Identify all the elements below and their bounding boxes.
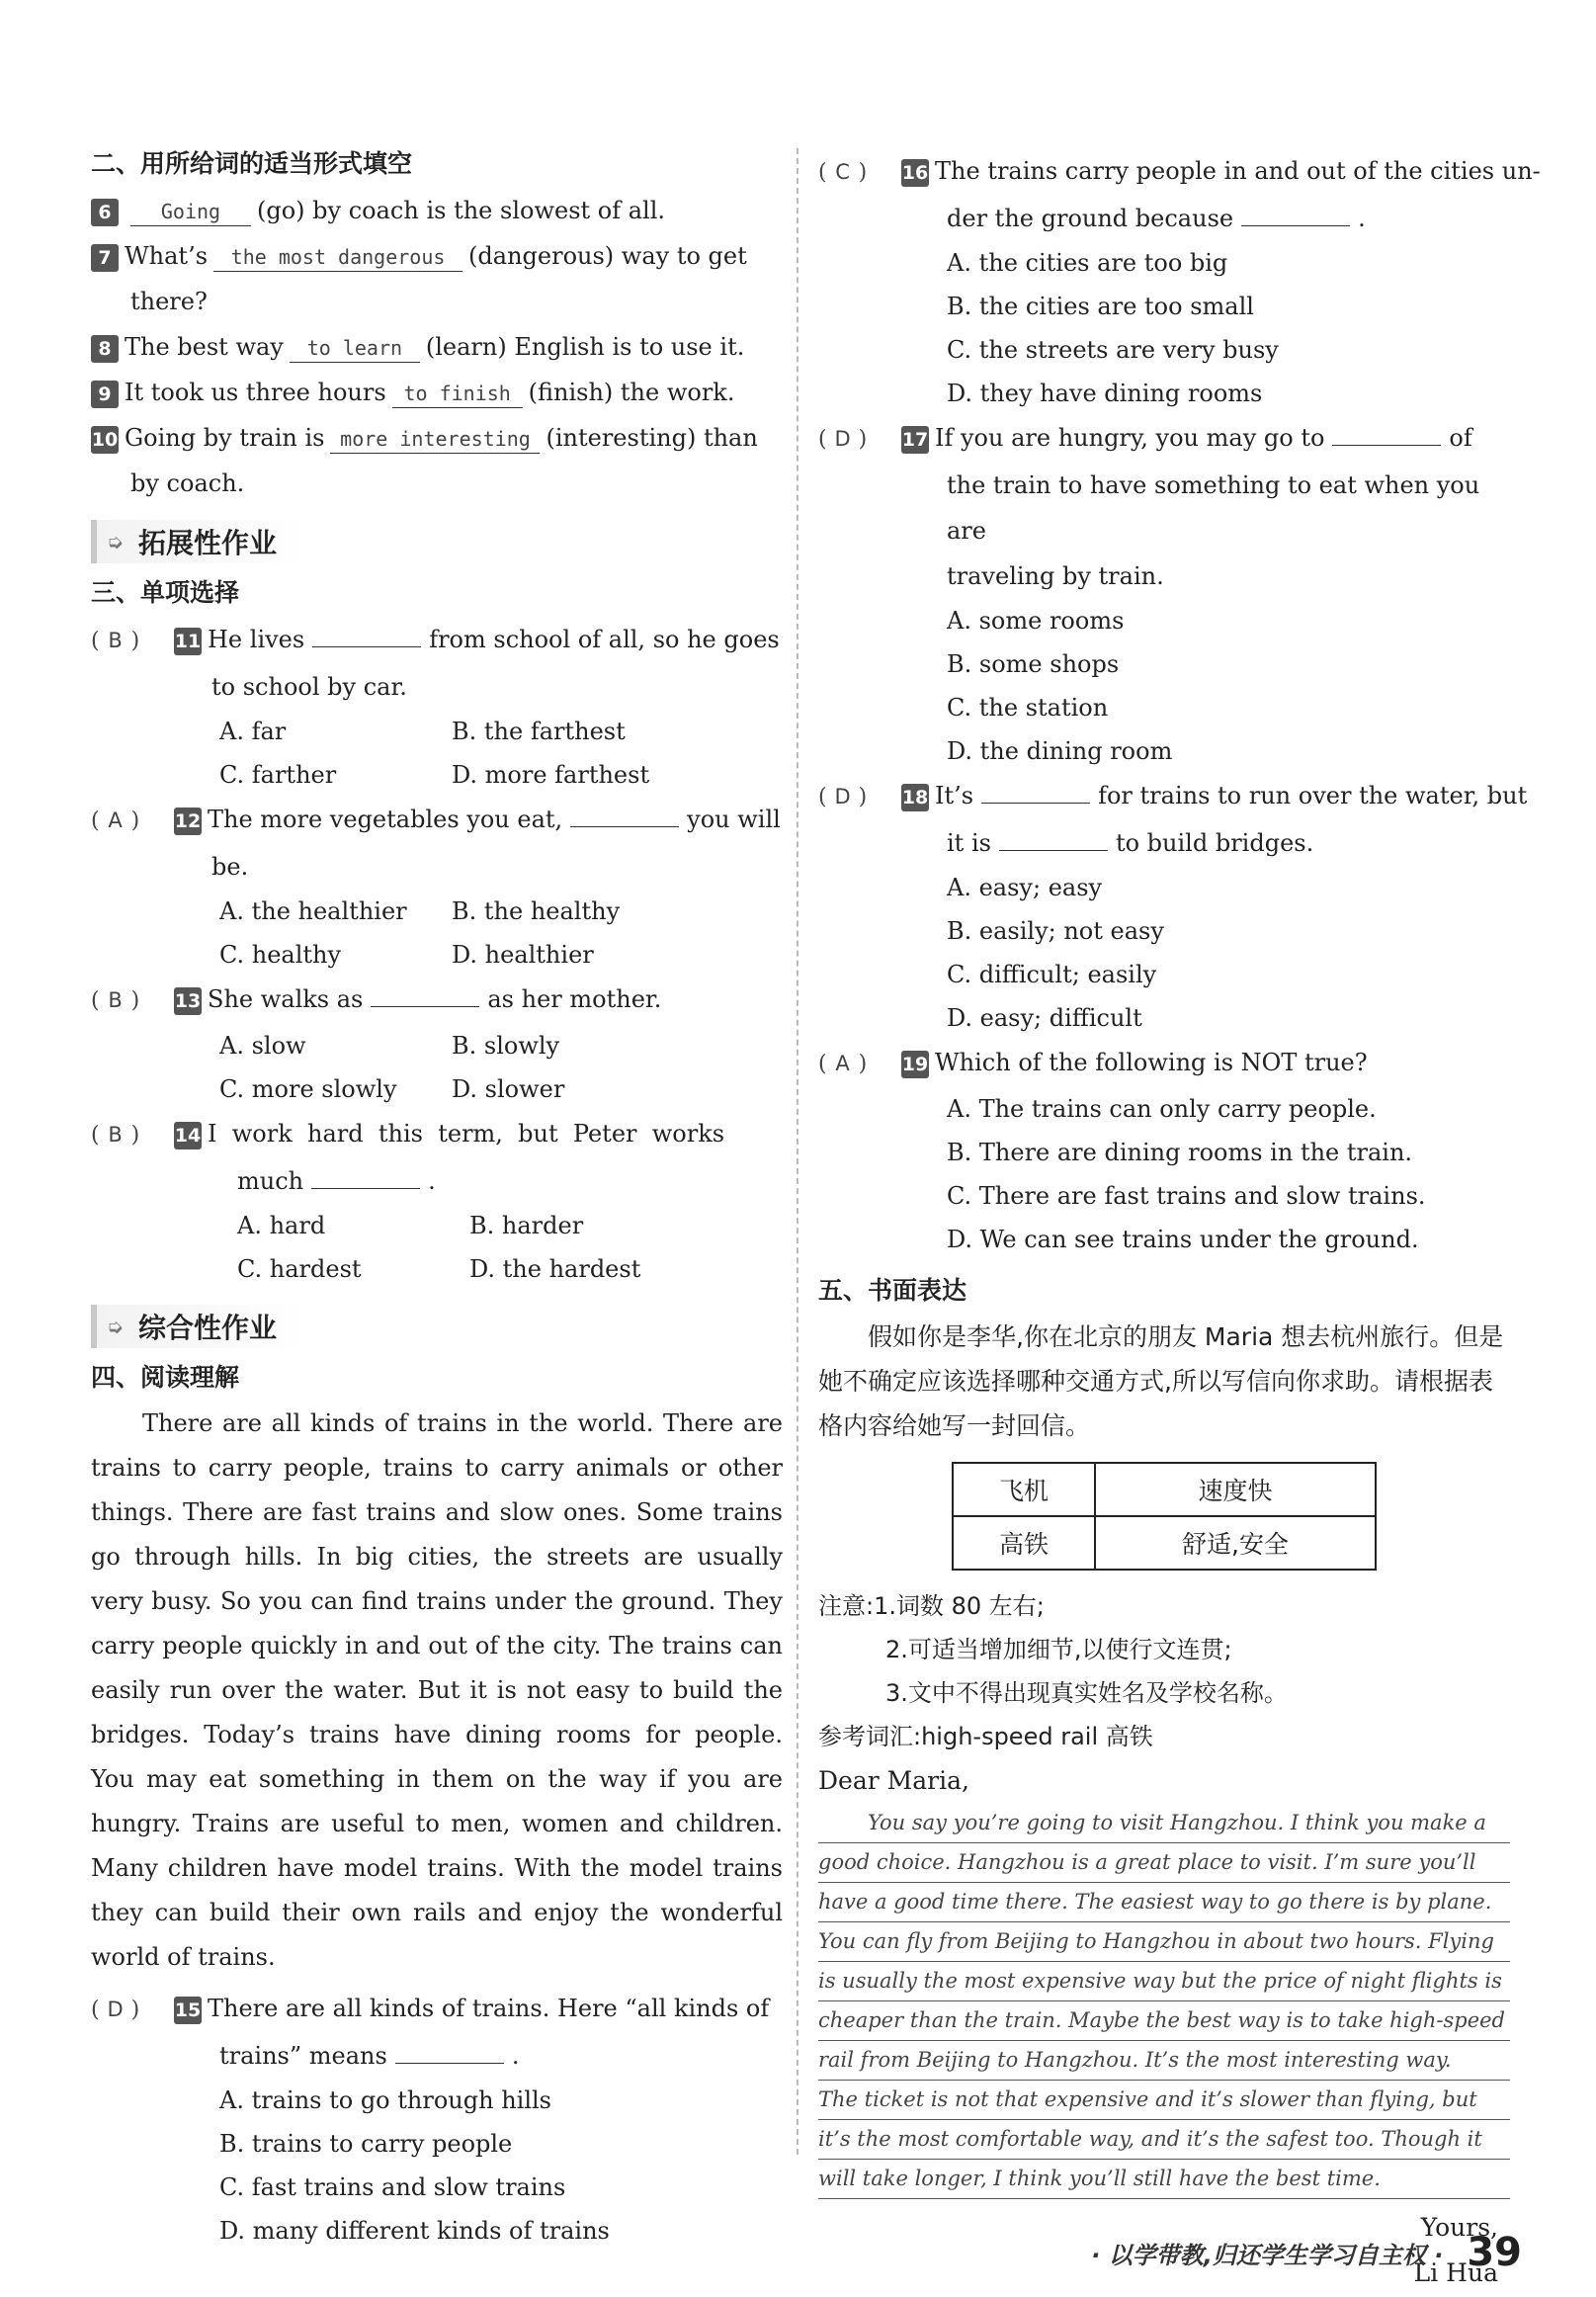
option: A. The trains can only carry people. bbox=[947, 1095, 1377, 1123]
question-text: The best way bbox=[125, 333, 284, 361]
question-text: It took us three hours bbox=[125, 379, 386, 406]
option: C. There are fast trains and slow trains. bbox=[947, 1182, 1426, 1210]
options bbox=[91, 1204, 783, 1247]
letter-line: The ticket is not that expensive and it’s slower than flying, but bbox=[818, 2081, 1510, 2120]
question-number: 6 bbox=[91, 199, 119, 226]
option: A. trains to go through hills bbox=[219, 2086, 551, 2114]
question-11-cont: to school by car. bbox=[211, 673, 407, 701]
option: C. the streets are very busy bbox=[947, 336, 1279, 364]
letter-line: rail from Beijing to Hangzhou. It’s the most interesting way. bbox=[818, 2041, 1510, 2081]
option: D. slower bbox=[452, 1075, 565, 1103]
question-text: you will bbox=[687, 806, 781, 833]
section2-heading: 二、用所给词的适当形式填空 bbox=[91, 149, 413, 178]
question-text: If you are hungry, you may go to bbox=[935, 424, 1325, 452]
question-text: The more vegetables you eat, bbox=[208, 806, 563, 833]
question-13: ( B ) 13 She walks as as her mother. bbox=[91, 977, 783, 1024]
question-12: ( A ) 12 The more vegetables you eat, you will bbox=[91, 797, 783, 844]
banner-extend bbox=[91, 520, 783, 563]
question-number: 13 bbox=[174, 987, 202, 1015]
question-number: 16 bbox=[901, 159, 929, 187]
banner-label: 综合性作业 bbox=[138, 1312, 278, 1344]
note-line: 3.文中不得出现真实姓名及学校名称。 bbox=[885, 1679, 1288, 1707]
table-row bbox=[953, 1463, 1376, 1516]
letter-closing: Yours, bbox=[1420, 2213, 1498, 2242]
options bbox=[91, 1247, 783, 1291]
options bbox=[91, 1024, 783, 1067]
option: B. slowly bbox=[452, 1032, 560, 1060]
empty-blank bbox=[981, 779, 1090, 804]
question-text: from school of all, so he goes bbox=[429, 626, 780, 653]
question-text: He lives bbox=[208, 626, 305, 653]
option: B. harder bbox=[469, 1212, 584, 1239]
question-text: for trains to run over the water, but bbox=[1098, 782, 1528, 809]
table-cell: 速度快 bbox=[1095, 1463, 1376, 1516]
question-text: I work hard this term, but Peter works bbox=[208, 1120, 725, 1148]
question-text: much bbox=[237, 1167, 304, 1195]
letter-line: it’s the most comfortable way, and it’s the safest too. Though it bbox=[818, 2120, 1510, 2160]
answer-letter: D bbox=[834, 785, 851, 808]
question-text: The trains carry people in and out of the cities un- bbox=[935, 157, 1541, 185]
letter-line: will take longer, I think you’ll still have the best time. bbox=[818, 2160, 1510, 2199]
note-line: 注意:1.词数 80 左右; bbox=[818, 1592, 1045, 1620]
option: D. they have dining rooms bbox=[947, 380, 1263, 407]
option: A. slow bbox=[219, 1032, 306, 1060]
question-15-cont: trains” means . bbox=[91, 2033, 783, 2079]
question-number: 15 bbox=[174, 1997, 202, 2024]
question-text: It’s bbox=[935, 782, 974, 809]
empty-blank bbox=[1332, 421, 1441, 446]
option: B. easily; not easy bbox=[947, 917, 1164, 945]
question-17: ( D ) 17 If you are hungry, you may go to of bbox=[818, 415, 1510, 463]
question-text: (go) by coach is the slowest of all. bbox=[257, 197, 666, 224]
option: D. more farthest bbox=[452, 761, 650, 789]
question-text: der the ground because bbox=[947, 205, 1234, 232]
page-number: 39 bbox=[1467, 2230, 1522, 2275]
letter-greeting: Dear Maria, bbox=[818, 1766, 969, 1795]
empty-blank bbox=[395, 2039, 504, 2064]
letter-signature: Li Hua bbox=[1413, 2258, 1498, 2287]
table-cell: 高铁 bbox=[953, 1516, 1095, 1570]
vocab-line: 参考词汇:high-speed rail 高铁 bbox=[818, 1723, 1153, 1750]
question-19: ( A ) 19 Which of the following is NOT true? bbox=[818, 1040, 1510, 1087]
left-column bbox=[91, 138, 783, 2253]
letter-line: good choice. Hangzhou is a great place to visit. I’m sure you’ll bbox=[818, 1843, 1510, 1883]
question-11: ( B ) 11 He lives from school of all, so he goes bbox=[91, 617, 783, 664]
empty-blank bbox=[570, 803, 679, 827]
question-10 bbox=[91, 415, 783, 461]
table-row bbox=[953, 1516, 1376, 1570]
question-text: (dangerous) way to get bbox=[468, 242, 747, 270]
table-cell: 舒适,安全 bbox=[1095, 1516, 1376, 1570]
question-17-cont: traveling by train. bbox=[947, 562, 1164, 590]
question-text: (finish) the work. bbox=[528, 379, 735, 406]
question-text: There are all kinds of trains. Here “all kinds of bbox=[208, 1995, 770, 2022]
empty-blank bbox=[311, 1164, 420, 1189]
option: B. the cities are too small bbox=[947, 293, 1254, 320]
option: B. the healthy bbox=[452, 897, 621, 925]
option: C. the station bbox=[947, 694, 1109, 722]
option: D. the dining room bbox=[947, 737, 1173, 765]
option: B. the farthest bbox=[452, 718, 626, 745]
answer-letter: D bbox=[834, 427, 851, 451]
info-table bbox=[952, 1462, 1377, 1571]
answer-letter: B bbox=[108, 988, 123, 1012]
option: C. more slowly bbox=[219, 1075, 397, 1103]
option: A. the healthier bbox=[219, 897, 407, 925]
answer-letter: A bbox=[108, 808, 123, 832]
right-column bbox=[818, 148, 1541, 2296]
option: C. difficult; easily bbox=[947, 961, 1157, 988]
footer-slogan: · 以学带教,归还学生学习自主权 · bbox=[1091, 2241, 1444, 2269]
question-text: Going by train is bbox=[125, 424, 325, 452]
option: D. We can see trains under the ground. bbox=[947, 1226, 1419, 1253]
letter-line: have a good time there. The easiest way to go there is by plane. bbox=[818, 1883, 1510, 1922]
page-footer bbox=[1091, 2230, 1522, 2275]
question-text: of bbox=[1449, 424, 1472, 452]
question-number: 12 bbox=[174, 808, 202, 835]
letter-line: cheaper than the train. Maybe the best way is to take high-speed bbox=[818, 2001, 1510, 2041]
question-text: it is bbox=[947, 829, 991, 857]
question-18-cont bbox=[818, 820, 1510, 866]
empty-blank bbox=[312, 623, 421, 647]
question-text: She walks as bbox=[208, 985, 364, 1013]
arrow-icon: ➭ bbox=[107, 1315, 124, 1338]
option: D. many different kinds of trains bbox=[219, 2217, 610, 2245]
letter-line: You can fly from Beijing to Hangzhou in about two hours. Flying bbox=[818, 1922, 1510, 1962]
answer-letter: D bbox=[107, 1998, 124, 2021]
question-number: 17 bbox=[901, 426, 929, 454]
question-text: (interesting) than bbox=[546, 424, 758, 452]
question-14: ( B ) 14 I work hard this term, but Peter works bbox=[91, 1111, 783, 1158]
empty-blank bbox=[371, 982, 479, 1007]
question-number: 10 bbox=[91, 426, 119, 454]
question-10-cont: by coach. bbox=[130, 469, 245, 497]
writing-prompt: 假如你是李华,你在北京的朋友 Maria 想去杭州旅行。但是她不确定应该选择哪种交通方式,所以写信向你求助。请根据表格内容给她写一封回信。 bbox=[818, 1322, 1504, 1440]
answer-blank: to finish bbox=[392, 380, 523, 408]
option: C. healthy bbox=[219, 941, 342, 969]
reading-passage bbox=[91, 1402, 783, 1980]
question-14-cont: much . bbox=[91, 1158, 783, 1204]
question-number: 7 bbox=[91, 244, 119, 272]
table-cell: 飞机 bbox=[953, 1463, 1095, 1516]
answer-letter: A bbox=[835, 1052, 850, 1075]
answer-blank: Going bbox=[130, 198, 251, 226]
question-18: ( D ) 18 It’s for trains to run over the water, but bbox=[818, 773, 1510, 820]
question-text: trains” means bbox=[219, 2042, 387, 2070]
option: A. far bbox=[219, 718, 287, 745]
banner-label: 拓展性作业 bbox=[138, 527, 278, 559]
question-number: 11 bbox=[174, 628, 202, 655]
question-text: Which of the following is NOT true? bbox=[935, 1049, 1368, 1076]
option: D. the hardest bbox=[469, 1255, 641, 1283]
answer-blank: more interesting bbox=[330, 425, 540, 454]
option: B. trains to carry people bbox=[219, 2130, 513, 2158]
options bbox=[91, 753, 783, 797]
option: A. hard bbox=[237, 1212, 326, 1239]
letter-line: is usually the most expensive way but the price of night flights is bbox=[818, 1962, 1510, 2001]
question-text: to build bridges. bbox=[1115, 829, 1314, 857]
section5-heading: 五、书面表达 bbox=[818, 1276, 967, 1305]
arrow-icon: ➭ bbox=[107, 530, 124, 553]
answer-letter: B bbox=[108, 629, 123, 652]
question-number: 14 bbox=[174, 1122, 202, 1149]
question-16-cont: der the ground because . bbox=[818, 196, 1510, 241]
question-15: ( D ) 15 There are all kinds of trains. Here “all kinds of bbox=[91, 1986, 783, 2033]
answer-blank: the most dangerous bbox=[213, 243, 462, 272]
options bbox=[91, 890, 783, 933]
question-8 bbox=[91, 324, 783, 370]
options bbox=[91, 933, 783, 977]
question-17-cont: the train to have something to eat when you are bbox=[947, 471, 1480, 545]
section4-heading: 四、阅读理解 bbox=[91, 1363, 240, 1392]
question-9 bbox=[91, 370, 783, 415]
question-6 bbox=[91, 188, 783, 233]
answer-letter: C bbox=[835, 160, 850, 184]
option: C. farther bbox=[219, 761, 337, 789]
option: C. hardest bbox=[237, 1255, 362, 1283]
option: B. some shops bbox=[947, 650, 1120, 678]
letter-line: You say you’re going to visit Hangzhou. I think you make a bbox=[818, 1804, 1510, 1843]
option: A. easy; easy bbox=[947, 874, 1103, 901]
question-number: 19 bbox=[901, 1051, 929, 1078]
column-divider bbox=[797, 148, 798, 2155]
empty-blank bbox=[1241, 202, 1350, 226]
option: A. some rooms bbox=[947, 607, 1125, 635]
banner-comprehensive bbox=[91, 1305, 783, 1348]
option: B. There are dining rooms in the train. bbox=[947, 1139, 1413, 1166]
passage-text: There are all kinds of trains in the world. There are trains to carry people, trains to carry animals or other things. There are fast trains and slow ones. Some trains go through hills. In big cities, the streets are usually very busy. So you can find trains under the ground. They carry people quickly in and out of the city. The trains can easily run over the water. But it is not easy to build the bridges. Today’s trains have dining rooms for people. You may eat something in them on the way if you are hungry. Trains are useful to men, women and children. Many children have model trains. With the model trains they can build their own rails and enjoy the wonderful world of trains. bbox=[91, 1409, 783, 1971]
option: A. the cities are too big bbox=[947, 249, 1228, 277]
answer-blank: to learn bbox=[290, 334, 420, 363]
option: D. easy; difficult bbox=[947, 1004, 1142, 1032]
question-number: 18 bbox=[901, 784, 929, 811]
options bbox=[91, 1067, 783, 1111]
section3-heading: 三、单项选择 bbox=[91, 578, 240, 607]
letter-body bbox=[818, 1804, 1510, 2199]
question-7 bbox=[91, 233, 783, 279]
empty-blank bbox=[999, 826, 1108, 851]
question-text: as her mother. bbox=[487, 985, 662, 1013]
question-text: (learn) English is to use it. bbox=[425, 333, 745, 361]
answer-letter: B bbox=[108, 1123, 123, 1147]
question-16: ( C ) 16 The trains carry people in and out of the cities un- bbox=[818, 148, 1510, 196]
question-number: 9 bbox=[91, 381, 119, 408]
option: C. fast trains and slow trains bbox=[219, 2173, 566, 2201]
note-line: 2.可适当增加细节,以使行文连贯; bbox=[885, 1636, 1232, 1663]
option: D. healthier bbox=[452, 941, 594, 969]
question-number: 8 bbox=[91, 335, 119, 363]
question-text: What’s bbox=[125, 242, 209, 270]
question-12-cont: be. bbox=[211, 853, 249, 881]
question-7-cont: there? bbox=[130, 288, 208, 315]
options bbox=[91, 710, 783, 753]
